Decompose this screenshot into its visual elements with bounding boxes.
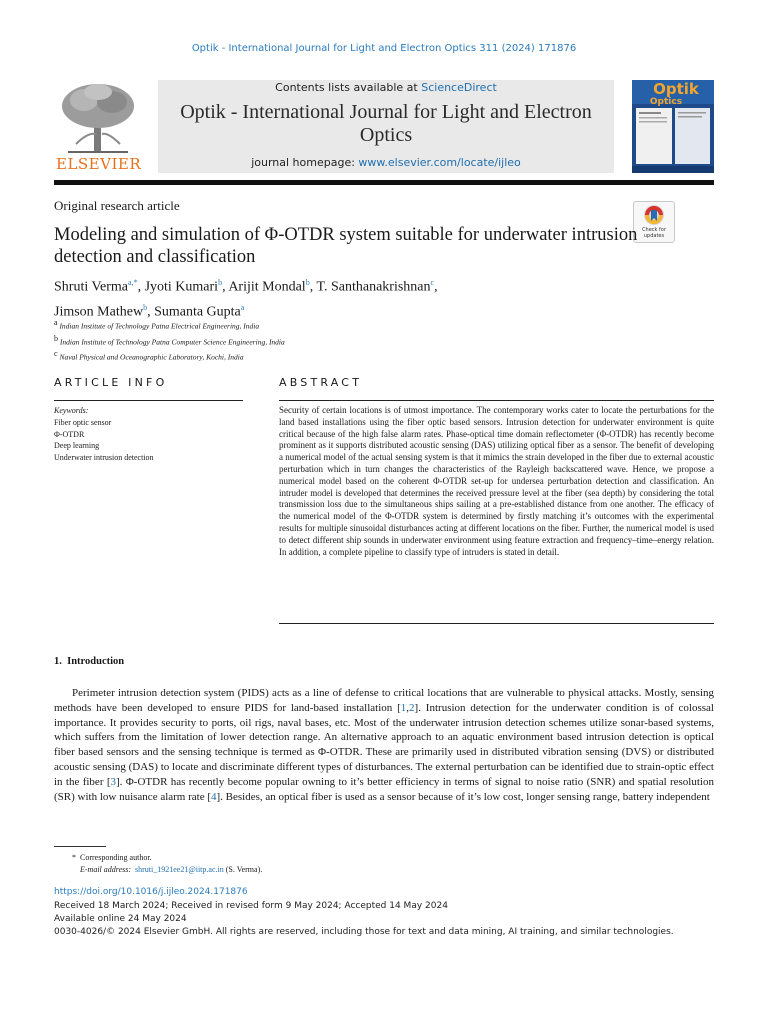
author-sup[interactable]: b: [305, 278, 310, 287]
author-sup[interactable]: c: [430, 278, 435, 287]
homepage-line: [158, 156, 614, 169]
author[interactable]: Arijit Mondal: [228, 279, 306, 295]
elsevier-logo[interactable]: [54, 80, 142, 173]
journal-title: Optik - International Journal for Light and Electron Optics: [180, 101, 592, 146]
email-label: E-mail address:: [80, 865, 132, 874]
keyword: Deep learning: [54, 441, 100, 451]
intro-text: ,: [406, 701, 410, 714]
author[interactable]: Sumanta Gupta: [154, 304, 241, 320]
contents-prefix: Contents lists available at: [275, 81, 422, 94]
article-info-divider: [54, 400, 243, 401]
elsevier-tree-icon: [58, 82, 138, 154]
author-separator: ,: [222, 279, 229, 295]
keyword: Underwater intrusion detection: [54, 453, 154, 463]
reference-link[interactable]: 1: [400, 701, 407, 714]
journal-citation[interactable]: Optik - International Journal for Light and Electron Optics 311 (2024) 171876: [191, 43, 577, 54]
author[interactable]: Shruti Verma: [54, 279, 129, 295]
author-sup[interactable]: b: [143, 302, 148, 312]
abstract-text: Security of certain locations is of utmost importance. The contemporary works cater to locate the perturbations for the land based installations using the fiber optic based sensors. Intrusion detection for underwater environment is quite critical because of the high false alarm rates. Phase-optical time domain reflectometer (Φ-OTDR) has recently become prominent as it supports distributed acoustic sensing (DAS) utilizing optical fiber as a sensor. The benefit of developing a numerical model of the actual sensing system is that it mimics the strain developed in the fiber due to external acoustic perturbation which in turn changes the characteristics of the Rayleigh backscattered wave. Hence, we propose a numerical model based on the coherent Φ-OTDR set-up for undersea perturbation detection and classification. An intruder model is developed that determines the received pressure level at the fiber (sea depth) by considering the total transmission loss due to the simultaneous ships sailing at a pre-established distance from one another. The efficacy of the numerical model of the Φ-OTDR system is determined by firstly matching it’s outcomes with the experimental results for multiple sinusoidal disturbances acting at different locations on the fiber. Further, the numerical model is used to detect different ship sounds in underwater environment using feature extraction and frequency–time–energy relation. In addition, a complete pipeline to classify type of intruders is stated in detail.: [279, 405, 714, 557]
keyword: Φ-OTDR: [54, 429, 85, 439]
doi-link[interactable]: https://doi.org/10.1016/j.ijleo.2024.171876: [54, 887, 248, 897]
corresponding-author-note: [54, 852, 714, 864]
contents-line: [158, 81, 614, 94]
affiliation-mark: c: [54, 349, 58, 358]
author-email-link[interactable]: shruti_1921ee21@iitp.ac.in: [135, 865, 224, 874]
affiliations: [54, 317, 554, 364]
author[interactable]: T. Santhanakrishnan: [316, 279, 431, 295]
journal-homepage-link[interactable]: www.elsevier.com/locate/ijleo: [358, 156, 521, 169]
check-updates-label: Check for updates: [642, 227, 666, 239]
section-number: 1.: [54, 656, 62, 667]
affiliation-mark: a: [54, 318, 58, 327]
reference-link[interactable]: 2: [409, 701, 415, 714]
affiliation-text: Naval Physical and Oceanographic Laboratory, Kochi, India: [59, 352, 244, 362]
homepage-prefix: journal homepage:: [251, 156, 359, 169]
author-sup[interactable]: a,*: [128, 278, 138, 287]
abstract-heading: ABSTRACT: [279, 376, 363, 389]
paper-title: Modeling and simulation of Φ-OTDR system suitable for underwater intrusion detection and classification: [54, 225, 638, 267]
affiliation-text: Indian Institute of Technology Patna Computer Science Engineering, India: [59, 337, 285, 346]
journal-masthead: [54, 80, 714, 173]
intro-text: ]. Besides, an optical fiber is used as a sensor because of it’s low cost, longer sensing range, battery independent: [216, 790, 710, 803]
author-separator: ,: [147, 304, 155, 320]
intro-text: Perimeter intrusion detection system (PIDS) acts as a line of defense to critical locations that are vulnerable to physical attacks. Mostly, sensing methods have been developed to ensure PIDS for land-based installation [: [54, 687, 714, 714]
author-separator: ,: [434, 279, 438, 295]
author-list: [54, 273, 694, 322]
journal-banner: [158, 80, 614, 173]
sciencedirect-link[interactable]: ScienceDirect: [421, 81, 497, 94]
elsevier-wordmark: ELSEVIER: [56, 155, 142, 173]
author-separator: ,: [309, 279, 317, 295]
keywords-label: Keywords:: [54, 406, 89, 415]
footnote: [54, 852, 714, 876]
available-online: Available online 24 May 2024: [54, 914, 187, 924]
header-divider: [54, 180, 714, 185]
article-info-heading: ARTICLE INFO: [54, 376, 168, 389]
cover-title: Optik: [653, 80, 699, 98]
journal-cover-image[interactable]: [632, 80, 714, 173]
section-title: Introduction: [67, 656, 125, 667]
abstract-divider: [279, 400, 714, 401]
affiliation: [54, 333, 554, 349]
section-heading: [54, 656, 124, 667]
abstract-bottom-divider: [279, 623, 714, 624]
article-type: Original research article: [54, 198, 180, 213]
reference-link[interactable]: 3: [110, 775, 116, 788]
corresponding-author-text: Corresponding author.: [80, 853, 152, 862]
cover-subtitle: Optics: [649, 97, 683, 107]
reference-link[interactable]: 4: [211, 790, 217, 803]
affiliation-mark: b: [54, 333, 58, 343]
copyright-notice: 0030-4026/© 2024 Elsevier GmbH. All rights are reserved, including those for text and data mining, AI training, and similar technologies.: [54, 927, 674, 937]
received-dates: Received 18 March 2024; Received in revised form 9 May 2024; Accepted 14 May 2024: [54, 901, 448, 911]
introduction-paragraph: [54, 686, 714, 804]
affiliation: [54, 348, 554, 364]
intro-text: ]. Intrusion detection for the underwater condition is of colossal importance. It provides security to ports, oil rigs, naval bases, etc. Most of the underwater intrusion detection schemes utilize sonar-based systems, which suffers from the limitation of lower detection range. An alternative approach to an aquatic environment based intrusion detection is optical fiber based sensors and the sensing technique is termed as Φ-OTDR. These are primarily used in distributed vibration sensing (DVS) or distributed acoustic sensing (DAS) to locate and discriminate different types of disturbances. The external perturbation can be identified due to strain-optic effect in the fiber [: [54, 701, 714, 788]
author[interactable]: Jimson Mathew: [54, 304, 144, 320]
keyword: Fiber optic sensor: [54, 417, 112, 427]
intro-text: ]. Φ-OTDR has recently become popular owning to it’s better efficiency in terms of signal to noise ratio (SNR) and spatial resolution (SR) with low nuisance alarm rate [: [54, 775, 714, 803]
email-note: [54, 864, 714, 876]
affiliation-text: Indian Institute of Technology Patna Electrical Engineering, India: [59, 321, 260, 331]
author-sup[interactable]: b: [218, 278, 223, 287]
affiliation: [54, 317, 554, 333]
footnote-divider: [54, 846, 106, 847]
author-separator: ,: [137, 279, 145, 295]
email-suffix: (S. Verma).: [223, 865, 263, 874]
keywords-block: [54, 405, 243, 464]
author-sup[interactable]: a: [240, 302, 245, 312]
footnote-star: *: [72, 853, 76, 862]
author[interactable]: Jyoti Kumari: [144, 279, 219, 295]
